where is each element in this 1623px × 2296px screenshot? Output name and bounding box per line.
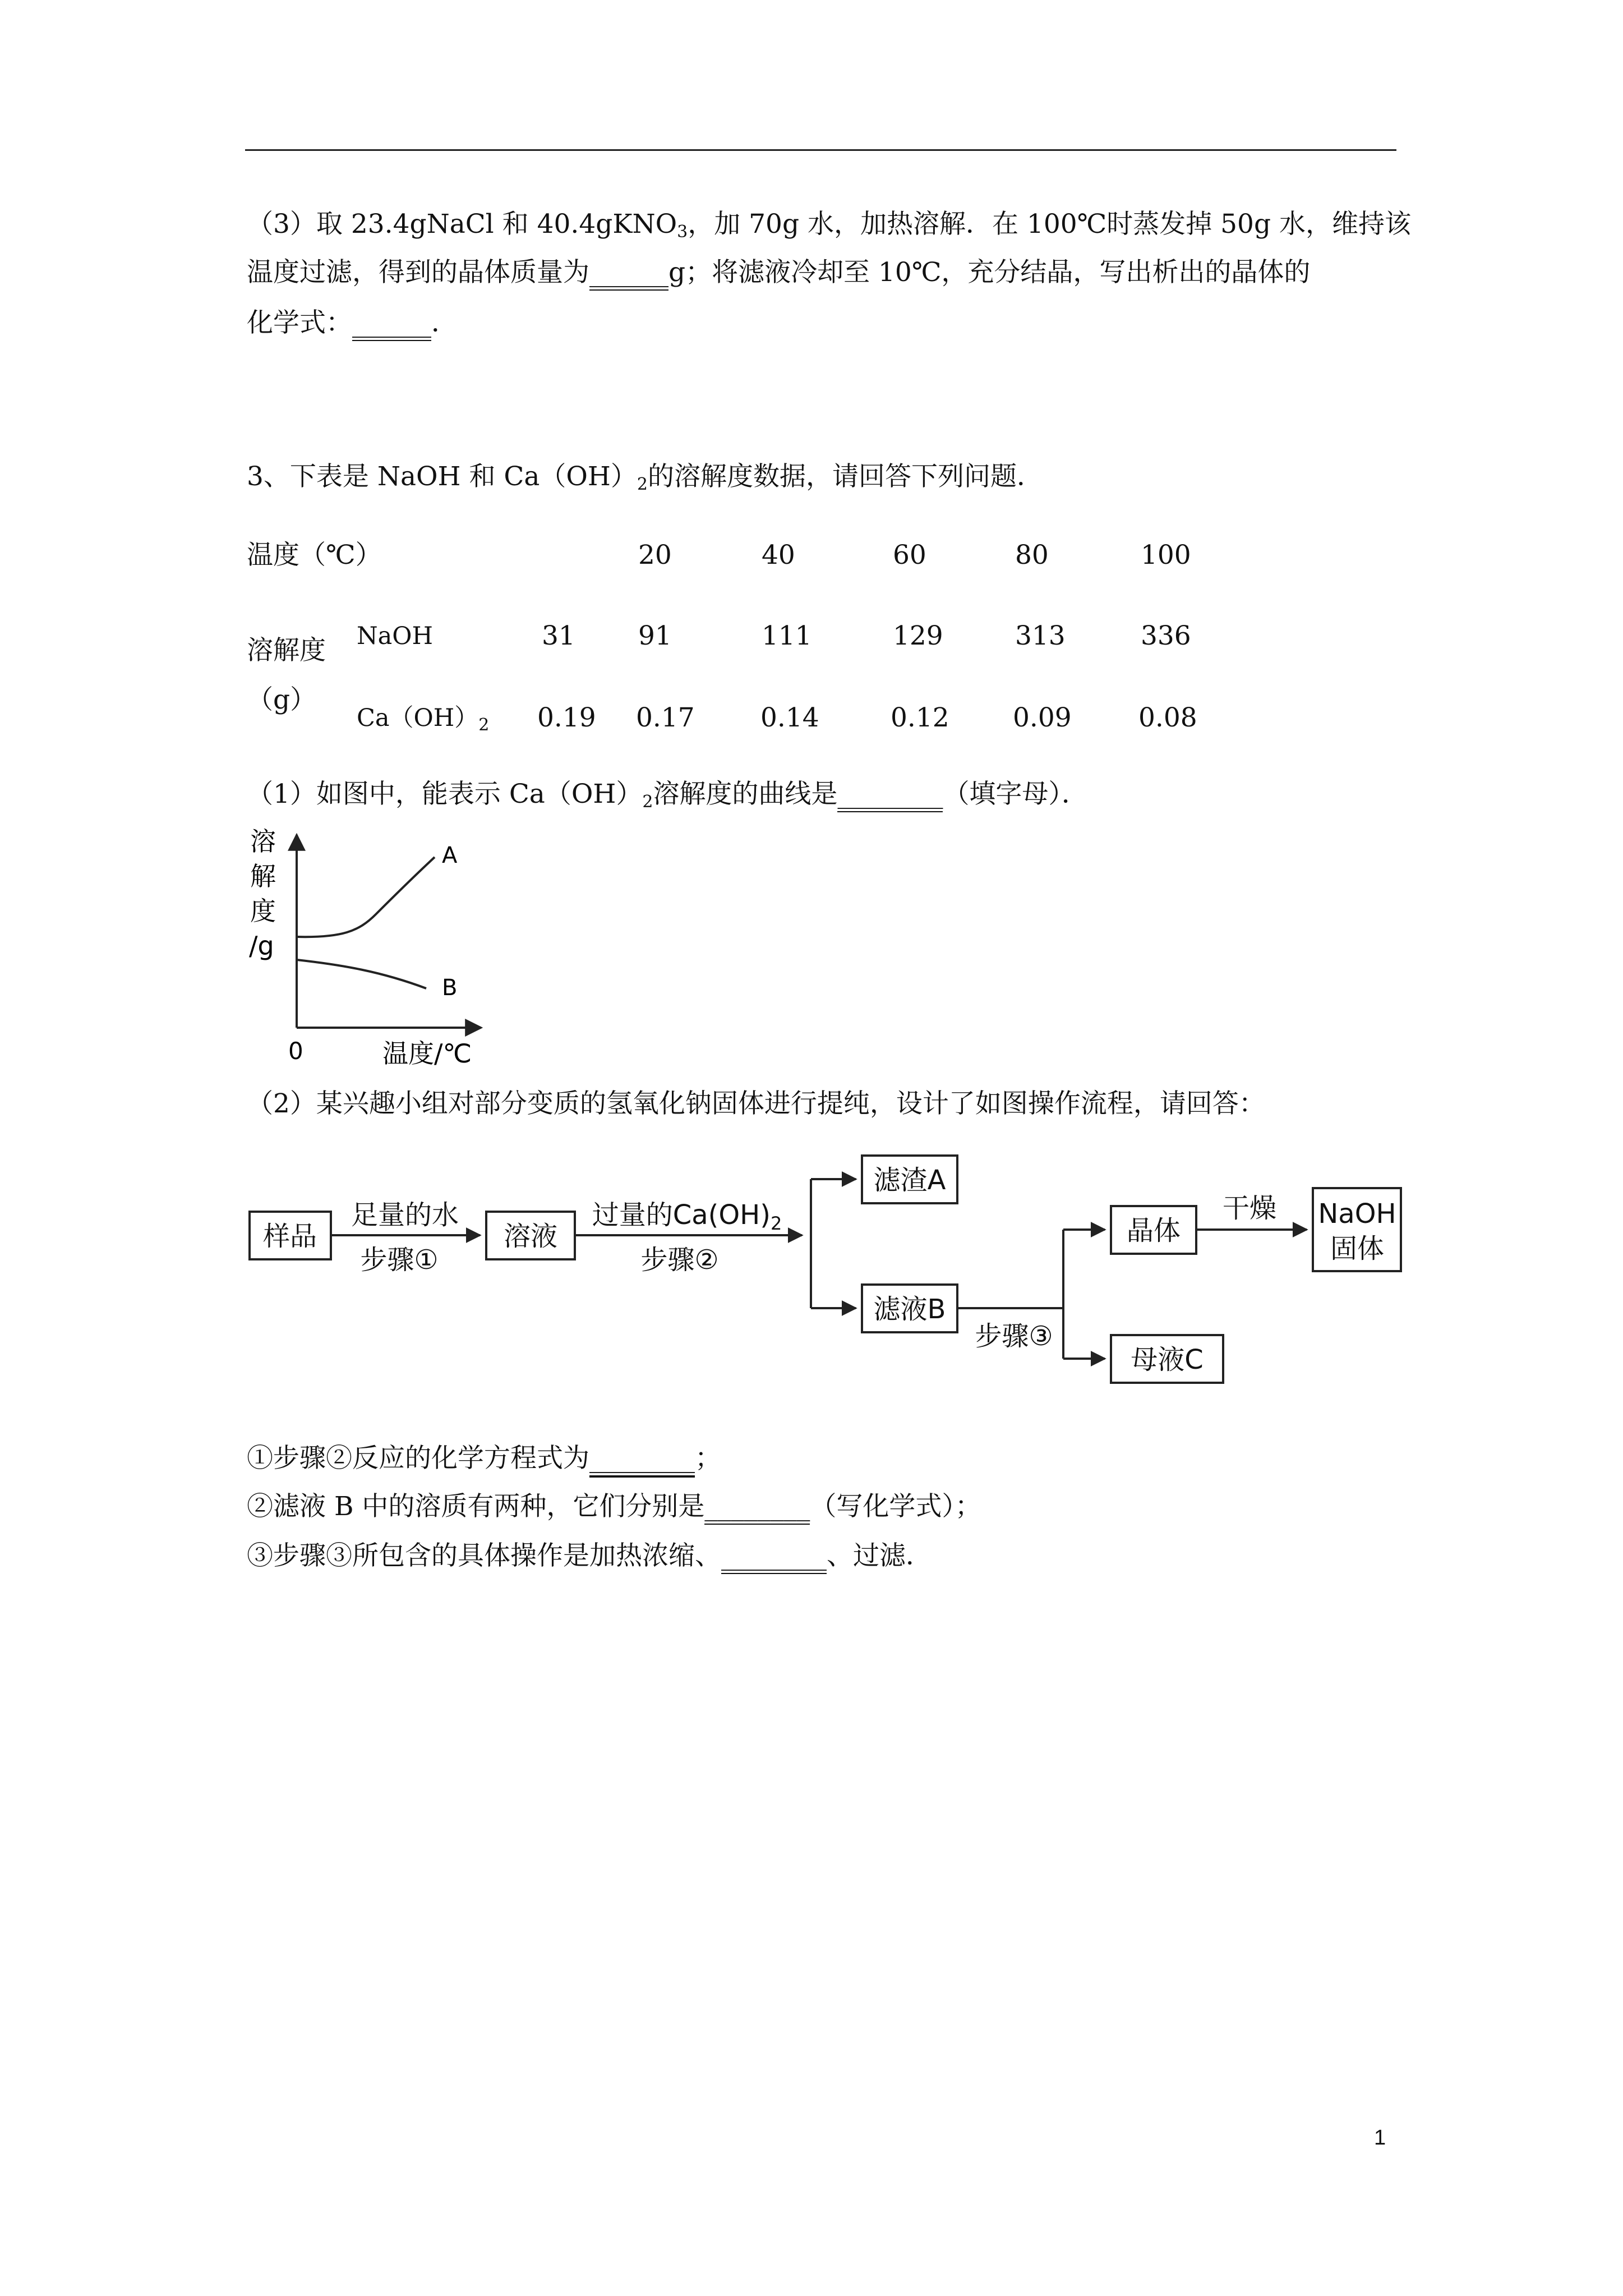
q2-part3-line1: （3）取 23.4gNaCl 和 40.4gKNO$_3$，加 70g 水，加热溶解．在 100℃时蒸发掉 50g 水，维持该 [247, 209, 1411, 242]
ylabel-char: 解 [250, 861, 276, 891]
table-caoh-cell: 0.08 [1138, 702, 1197, 733]
arrow-step1-top: 足量的水 [351, 1199, 459, 1231]
q3-intro: 3、下表是 NaOH 和 $Ca(OH)_2$的溶解度数据，请回答下列问题． [247, 461, 1043, 494]
table-naoh-cell: 336 [1141, 620, 1191, 651]
box-residue-a-label: 滤渣A [873, 1165, 946, 1196]
table-temp-cell: 80 [1015, 540, 1049, 570]
table-naoh-cell: 111 [762, 620, 812, 651]
q3-part2: （2）某兴趣小组对部分变质的氢氧化钠固体进行提纯，设计了如图操作流程，请回答： [247, 1088, 1265, 1119]
arrow-step2-bottom: 步骤② [640, 1244, 719, 1276]
curve-a [297, 857, 435, 937]
table-naoh-cell: 129 [893, 620, 943, 651]
table-caoh-cell: 0.09 [1013, 702, 1072, 733]
table-temp-cell: 20 [638, 540, 672, 570]
q3-sub3: ③步骤③所包含的具体操作是加热浓缩、________、过滤． [247, 1539, 932, 1574]
header-rule [245, 149, 1396, 151]
curve-a-label: A [442, 843, 458, 868]
table-unit-label: （g） [247, 684, 317, 715]
box-mother-liquor-c-label: 母液C [1131, 1344, 1204, 1375]
box-naoh-solid-line1: NaOH [1318, 1198, 1396, 1230]
table-naoh-label: NaOH [357, 622, 434, 650]
box-sample-label: 样品 [262, 1221, 317, 1252]
table-temp-cell: 60 [893, 540, 926, 570]
curve-b [297, 960, 426, 988]
table-solubility-label: 溶解度 [247, 635, 326, 666]
arrow-dry-label: 干燥 [1222, 1193, 1277, 1224]
ylabel-char: 溶 [250, 826, 276, 857]
q3-sub2: ②滤液 B 中的溶质有两种，它们分别是________（写化学式）； [247, 1490, 981, 1525]
xlabel: 温度/℃ [382, 1038, 472, 1069]
q2-part3-line3: 化学式：______． [247, 306, 458, 341]
table-caoh-cell: 0.19 [537, 702, 596, 733]
table-naoh-cell: 91 [638, 620, 672, 651]
ylabel-char: 度 [250, 896, 276, 926]
table-temp-cell: 100 [1141, 540, 1191, 570]
table-caoh-label: $Ca(OH)_2$ [357, 704, 490, 735]
answer-blank[interactable]: ________ [704, 1490, 810, 1525]
answer-blank[interactable]: ______ [589, 256, 668, 291]
box-crystal-label: 晶体 [1126, 1215, 1181, 1246]
table-naoh-cell: 31 [542, 620, 575, 651]
solubility-curve-graph [241, 825, 499, 1083]
table-temp-label: 温度（℃） [247, 540, 382, 570]
table-naoh-cell: 313 [1015, 620, 1066, 651]
origin-label: 0 [288, 1037, 303, 1065]
answer-blank[interactable]: ______ [352, 306, 431, 341]
answer-blank[interactable]: ________ [721, 1539, 827, 1574]
answer-blank[interactable]: ________ [837, 777, 943, 812]
page-number: 1 [1374, 2126, 1386, 2150]
ylabel-char: /g [249, 931, 274, 961]
answer-blank[interactable]: ________ [589, 1442, 695, 1478]
step3-label: 步骤③ [975, 1320, 1053, 1352]
table-temp-cell: 40 [762, 540, 795, 570]
box-filtrate-b-label: 滤液B [873, 1294, 946, 1325]
curve-b-label: B [442, 975, 458, 1001]
q2-part3-line2: 温度过滤，得到的晶体质量为______g；将滤液冷却至 10℃，充分结晶，写出析出的晶体的 [247, 256, 1310, 291]
table-caoh-cell: 0.12 [891, 702, 949, 733]
box-naoh-solid-line2: 固体 [1330, 1233, 1385, 1264]
table-caoh-cell: 0.14 [760, 702, 819, 733]
box-solution-label: 溶液 [503, 1221, 558, 1252]
arrow-step1-bottom: 步骤① [360, 1244, 439, 1276]
table-caoh-cell: 0.17 [636, 702, 695, 733]
process-flowchart [241, 1133, 1413, 1397]
q3-sub1: ①步骤②反应的化学方程式为________； [247, 1442, 721, 1478]
q3-part1: （1）如图中，能表示 $Ca(OH)_2$溶解度的曲线是________（填字母）． [247, 779, 1088, 812]
arrow-step2-top: 过量的$Ca(OH)_2$ [592, 1199, 782, 1234]
